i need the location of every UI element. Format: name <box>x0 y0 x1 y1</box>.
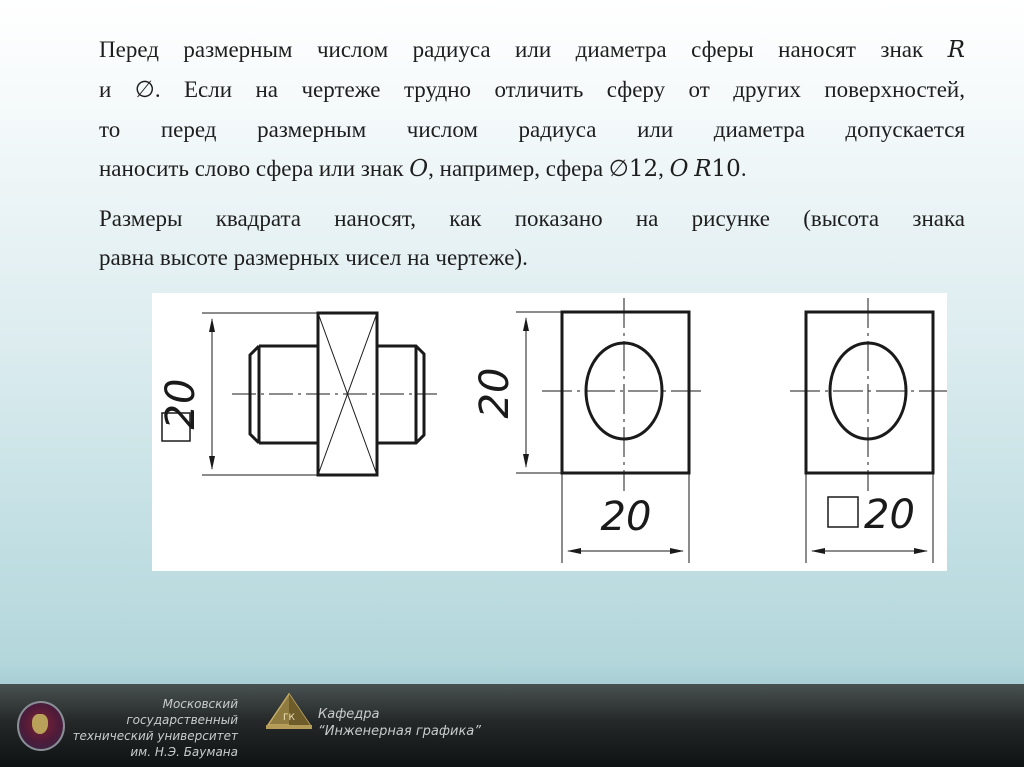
square-1-outline <box>562 312 689 473</box>
square-1-vertical-label: 20 <box>472 367 518 419</box>
square-sign-icon <box>828 497 858 527</box>
technical-drawing <box>152 293 947 571</box>
square-view-1 <box>472 298 706 563</box>
department-name: Кафедра “Инженерная графика” <box>318 707 482 739</box>
radius-symbol: R <box>947 37 965 63</box>
shaft-view <box>158 313 437 475</box>
slide-text <box>99 30 965 277</box>
example-diameter: ∅12 <box>608 156 659 182</box>
square-1-centerlines <box>542 298 706 491</box>
square-view-2 <box>790 298 947 563</box>
sphere-symbol: O <box>409 156 429 182</box>
university-emblem-icon <box>17 701 65 751</box>
paragraph-line: то перед размерным числом радиуса или диаметра допускается <box>99 117 965 142</box>
paragraph-line: Размеры квадрата наносят, как показано на рисунке (высота знака <box>99 206 965 231</box>
square-2-dimension-label: 20 <box>864 492 915 538</box>
paragraph-sphere <box>99 30 965 189</box>
department-logo-icon <box>265 692 313 730</box>
paragraph-line: равна высоте размерных чисел на чертеже). <box>99 245 528 270</box>
example-radius-value: 10 <box>711 156 741 182</box>
svg-text:ГК: ГК <box>283 713 295 723</box>
footer <box>0 684 1024 767</box>
example-sphere-symbol: O <box>669 156 689 182</box>
paragraph-line: и ∅. Если на чертеже трудно отличить сферу от других поверхностей, <box>99 77 965 103</box>
square-1-horizontal-label: 20 <box>600 494 652 540</box>
university-name: Московский государственный технический университет им. Н.Э. Баумана <box>72 697 238 759</box>
diameter-symbol: ∅ <box>134 77 155 103</box>
drawing-canvas <box>152 293 947 571</box>
square-2-outline <box>806 312 933 473</box>
paragraph-line: наносить слово сфера или знак O, например, сфера ∅12, O R10. <box>99 156 747 182</box>
paragraph-square <box>99 199 965 277</box>
paragraph-line: Перед размерным числом радиуса или диаметра сферы наносят знак R <box>99 37 965 63</box>
example-radius-symbol: R <box>694 156 712 182</box>
square-2-centerlines <box>790 298 947 491</box>
shaft-dimension-label: 20 <box>158 378 204 430</box>
